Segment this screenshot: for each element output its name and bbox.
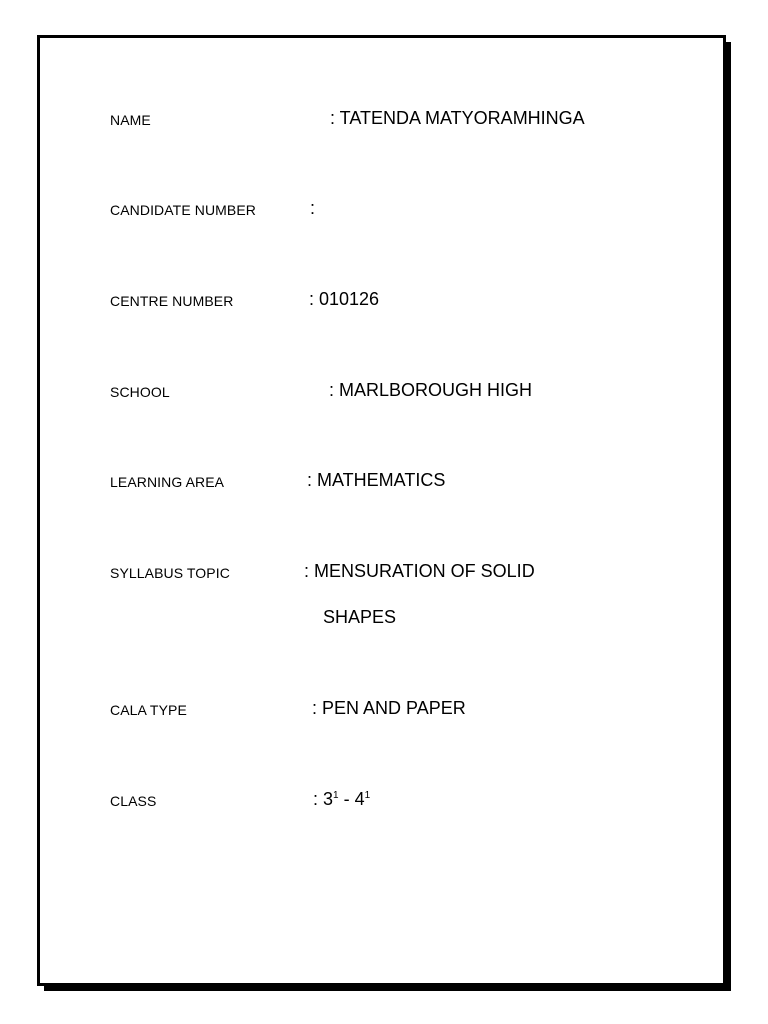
- candidate-number-value: :: [310, 198, 316, 218]
- cala-type-value: : PEN AND PAPER: [312, 698, 466, 718]
- class-value: [313, 789, 370, 810]
- centre-number-value: : 010126: [309, 289, 380, 309]
- school-value: : MARLBOROUGH HIGH: [329, 380, 533, 400]
- class-label: CLASS: [110, 793, 157, 809]
- name-value: : TATENDA MATYORAMHINGA: [330, 108, 585, 128]
- class-value-mid: - 4: [338, 789, 365, 809]
- class-superscript-2: 1: [364, 790, 371, 801]
- name-label: NAME: [110, 112, 151, 128]
- candidate-number-label: CANDIDATE NUMBER: [110, 202, 257, 218]
- cala-type-label: CALA TYPE: [110, 702, 187, 718]
- syllabus-topic-label: SYLLABUS TOPIC: [110, 565, 230, 581]
- cover-page: [37, 35, 726, 986]
- school-label: SCHOOL: [110, 384, 170, 400]
- learning-area-label: LEARNING AREA: [110, 474, 225, 490]
- learning-area-value: : MATHEMATICS: [307, 470, 446, 490]
- syllabus-topic-value-continued: SHAPES: [323, 607, 397, 627]
- syllabus-topic-value: : MENSURATION OF SOLID: [304, 561, 535, 581]
- centre-number-label: CENTRE NUMBER: [110, 293, 234, 309]
- class-superscript-1: 1: [333, 790, 339, 801]
- class-value-prefix: : 3: [313, 789, 334, 809]
